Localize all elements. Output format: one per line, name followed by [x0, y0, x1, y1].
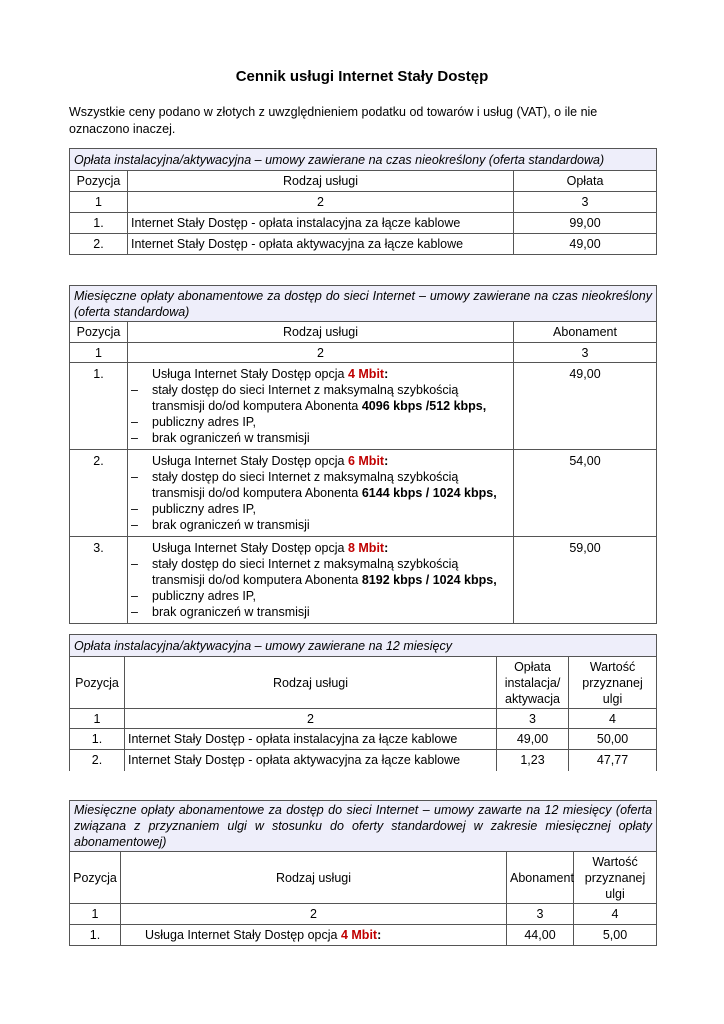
- service-cell: [128, 363, 514, 450]
- column-number: 2: [121, 904, 507, 925]
- position-cell: 2.: [70, 234, 128, 255]
- intro-paragraph: Wszystkie ceny podano w złotych z uwzględnieniem podatku od towarów i usług (VAT), o ile nie oznaczono inaczej.: [69, 105, 598, 136]
- discount-cell: 5,00: [574, 925, 657, 946]
- service-name: Usługa Internet Stały Dostęp opcja 6 Mbit:: [152, 454, 389, 468]
- table-caption: Opłata instalacyjna/aktywacyjna – umowy zawierane na czas nieokreślony (oferta standardowa): [70, 149, 657, 171]
- discount-cell: 47,77: [569, 750, 657, 771]
- table-row: [70, 450, 657, 537]
- price-cell: 49,00: [514, 234, 657, 255]
- column-number: 4: [574, 904, 657, 925]
- page-title: Cennik usługi Internet Stały Dostęp: [235, 68, 489, 85]
- header-cell: Opłata instalacja/ aktywacja: [497, 657, 569, 709]
- list-item: – publiczny adres IP,: [131, 414, 510, 430]
- column-number: 2: [125, 709, 497, 729]
- list-item: – brak ograniczeń w transmisji: [131, 517, 510, 533]
- header-cell: Abonament: [507, 852, 574, 904]
- column-number: 1: [70, 192, 128, 213]
- discount-cell: 50,00: [569, 729, 657, 750]
- table-installation-standard: [69, 148, 657, 255]
- service-name: Usługa Internet Stały Dostęp opcja 4 Mbit:: [152, 367, 389, 381]
- price-cell: 49,00: [514, 363, 657, 450]
- service-cell: Internet Stały Dostęp - opłata aktywacyjna za łącze kablowe: [125, 750, 497, 771]
- list-item: – stały dostęp do sieci Internet z maksymalną szybkością transmisji do/od komputera Abonenta 8192 kbps / 1024 kbps,: [131, 556, 510, 588]
- header-cell: Rodzaj usługi: [125, 657, 497, 709]
- column-number-row: [70, 343, 657, 363]
- price-cell: 99,00: [514, 213, 657, 234]
- table-caption: Opłata instalacyjna/aktywacyjna – umowy zawierane na 12 miesięcy: [70, 635, 657, 657]
- header-cell: Rodzaj usługi: [128, 322, 514, 343]
- list-item: – brak ograniczeń w transmisji: [131, 430, 510, 446]
- service-cell: Internet Stały Dostęp - opłata instalacyjna za łącze kablowe: [125, 729, 497, 750]
- price-cell: 44,00: [507, 925, 574, 946]
- table-row: [70, 925, 657, 946]
- table-installation-12m: [69, 634, 657, 771]
- service-cell: Internet Stały Dostęp - opłata instalacyjna za łącze kablowe: [128, 213, 514, 234]
- position-cell: 1.: [70, 729, 125, 750]
- header-cell: Opłata: [514, 171, 657, 192]
- column-number-row: [70, 904, 657, 925]
- price-cell: 59,00: [514, 537, 657, 624]
- table-subscription-standard: [69, 285, 657, 624]
- price-cell: 54,00: [514, 450, 657, 537]
- feature-list: [131, 469, 510, 533]
- column-number: 1: [70, 709, 125, 729]
- table-header-row: [70, 852, 657, 904]
- list-item: – stały dostęp do sieci Internet z maksymalną szybkością transmisji do/od komputera Abonenta 4096 kbps /512 kbps,: [131, 382, 510, 414]
- header-cell: Wartość przyznanej ulgi: [574, 852, 657, 904]
- list-item: – publiczny adres IP,: [131, 501, 510, 517]
- position-cell: 3.: [70, 537, 128, 624]
- table-header-row: [70, 322, 657, 343]
- column-number: 1: [70, 904, 121, 925]
- service-cell: [128, 450, 514, 537]
- list-item: – publiczny adres IP,: [131, 588, 510, 604]
- table-row: [70, 729, 657, 750]
- position-cell: 1.: [70, 213, 128, 234]
- column-number: 4: [569, 709, 657, 729]
- header-cell: Pozycja: [70, 171, 128, 192]
- column-number: 2: [128, 192, 514, 213]
- service-name: Usługa Internet Stały Dostęp opcja 4 Mbit:: [145, 928, 382, 942]
- table-caption: Miesięczne opłaty abonamentowe za dostęp do sieci Internet – umowy zawarte na 12 miesięcy (oferta związana z przyznaniem ulgi w stosunku do oferty standardowej w zakresie miesięcznej opłaty abonamentowej): [70, 801, 657, 852]
- feature-list: [131, 382, 510, 446]
- column-number-row: [70, 709, 657, 729]
- table-subscription-12m: [69, 800, 657, 946]
- table-caption: Miesięczne opłaty abonamentowe za dostęp do sieci Internet – umowy zawierane na czas nieokreślony (oferta standardowa): [70, 286, 657, 322]
- table-row: [70, 750, 657, 771]
- table-header-row: [70, 657, 657, 709]
- header-cell: Rodzaj usługi: [128, 171, 514, 192]
- position-cell: 1.: [70, 925, 121, 946]
- service-cell: Internet Stały Dostęp - opłata aktywacyjna za łącze kablowe: [128, 234, 514, 255]
- service-cell: [128, 537, 514, 624]
- position-cell: 1.: [70, 363, 128, 450]
- column-number-row: [70, 192, 657, 213]
- table-row: [70, 363, 657, 450]
- header-cell: Abonament: [514, 322, 657, 343]
- header-cell: Pozycja: [70, 657, 125, 709]
- table-row: [70, 234, 657, 255]
- feature-list: [131, 556, 510, 620]
- header-cell: Wartość przyznanej ulgi: [569, 657, 657, 709]
- list-item: – stały dostęp do sieci Internet z maksymalną szybkością transmisji do/od komputera Abonenta 6144 kbps / 1024 kbps,: [131, 469, 510, 501]
- price-cell: 1,23: [497, 750, 569, 771]
- position-cell: 2.: [70, 450, 128, 537]
- table-row: [70, 213, 657, 234]
- header-cell: Pozycja: [70, 322, 128, 343]
- service-cell: [121, 925, 507, 946]
- column-number: 3: [497, 709, 569, 729]
- column-number: 3: [514, 343, 657, 363]
- price-cell: 49,00: [497, 729, 569, 750]
- column-number: 2: [128, 343, 514, 363]
- column-number: 3: [514, 192, 657, 213]
- table-header-row: [70, 171, 657, 192]
- header-cell: Pozycja: [70, 852, 121, 904]
- service-name: Usługa Internet Stały Dostęp opcja 8 Mbit:: [152, 541, 389, 555]
- table-row: [70, 537, 657, 624]
- header-cell: Rodzaj usługi: [121, 852, 507, 904]
- column-number: 1: [70, 343, 128, 363]
- position-cell: 2.: [70, 750, 125, 771]
- column-number: 3: [507, 904, 574, 925]
- list-item: – brak ograniczeń w transmisji: [131, 604, 510, 620]
